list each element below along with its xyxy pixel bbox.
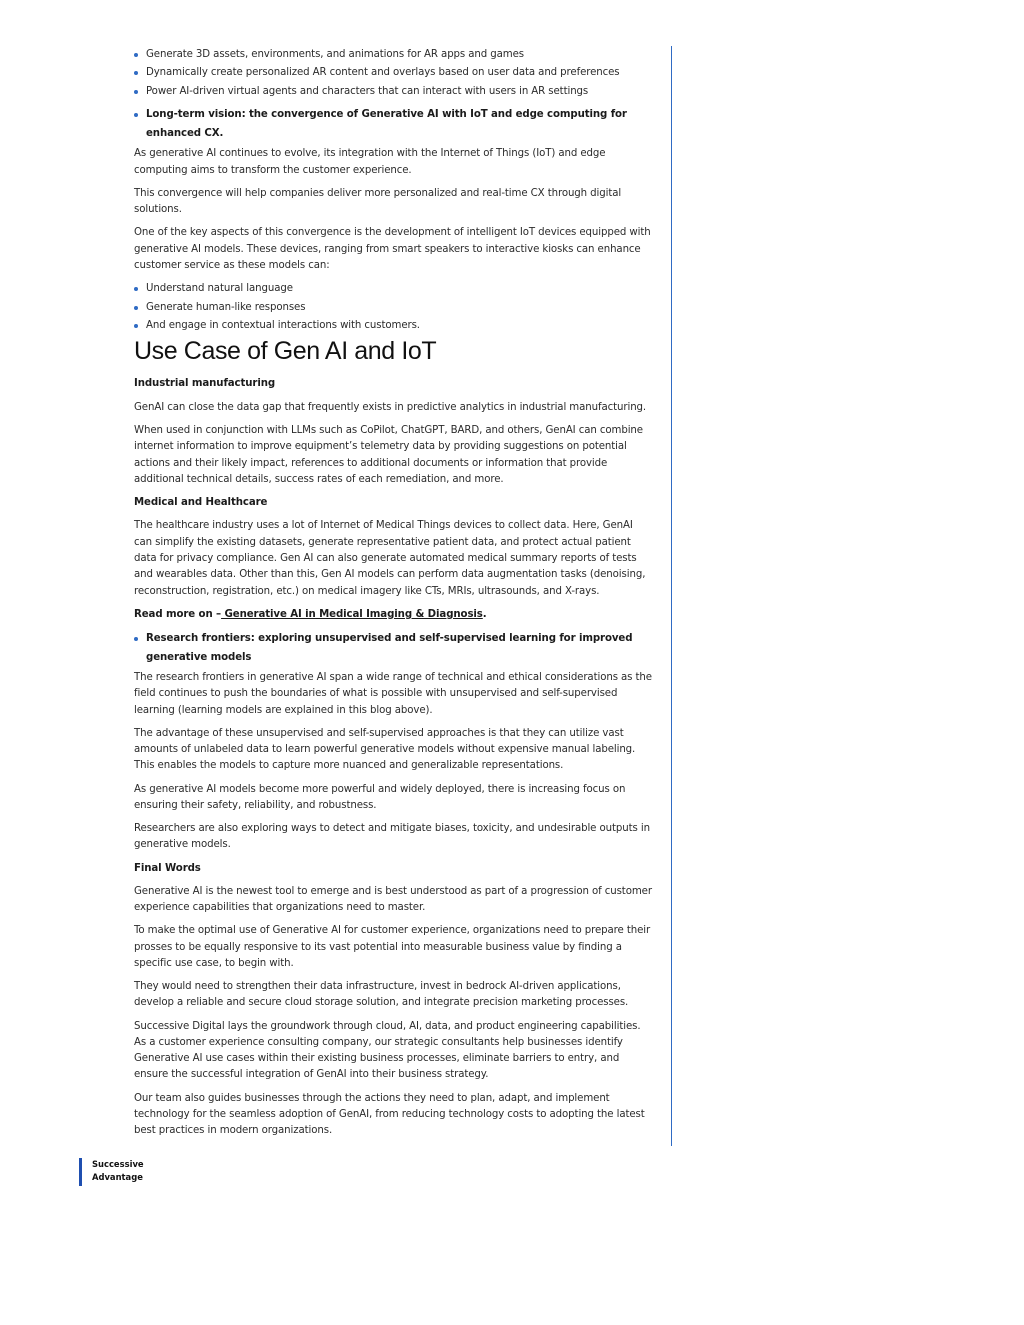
paragraph: The research frontiers in generative AI span a wide range of technical and ethical considerations as the field continues to push the boundaries of what is possible with unsupervised and self-supervised learning (learning models are explained in this blog above). — [134, 672, 652, 716]
paragraph: One of the key aspects of this convergence is the development of intelligent IoT devices equipped with generative AI models. These devices, ranging from smart speakers to interactive kiosks can enhance customer service as these models can: — [134, 227, 651, 271]
list-item: Dynamically create personalized AR content and overlays based on user data and preferences — [134, 65, 652, 81]
list-item-longterm-vision: Long-term vision: the convergence of Generative AI with IoT and edge computing for enhanced CX. — [134, 106, 652, 143]
paragraph: This convergence will help companies deliver more personalized and real-time CX through digital solutions. — [134, 187, 622, 216]
paragraph: Our team also guides businesses through the actions they need to plan, adapt, and implement technology for the seamless adoption of GenAI, from reducing technology costs to adopting the latest best practices in modern organizations. — [134, 1092, 645, 1137]
list-item: Generate 3D assets, environments, and animations for AR apps and games — [134, 47, 652, 63]
paragraph: The advantage of these unsupervised and self-supervised approaches is that they can utilize vast amounts of unlabeled data to learn powerful generative models without expensive manual labeling. This enables the models to capture more nuanced and generalizable representations. — [134, 727, 636, 772]
paragraph: As generative AI models become more powerful and widely deployed, there is increasing focus on ensuring their safety, reliability, and robustness. — [134, 783, 626, 811]
footer-brand — [79, 1158, 144, 1186]
list-item: And engage in contextual interactions with customers. — [134, 318, 652, 334]
paragraph: Researchers are also exploring ways to detect and mitigate biases, toxicity, and undesirable outputs in generative models. — [134, 823, 650, 851]
paragraph: To make the optimal use of Generative AI for customer experience, organizations need to prepare their prosses to be equally responsive to its vast potential into measurable business value by finding a specific use case, to begin with. — [134, 925, 651, 969]
list-item: Generate human-like responses — [134, 300, 652, 316]
paragraph: Generative AI is the newest tool to emerge and is best understood as part of a progression of customer experience capabilities that organizations need to master. — [134, 885, 652, 914]
medical-imaging-link[interactable]: Generative AI in Medical Imaging & Diagnosis — [221, 608, 483, 620]
list-item: Power AI-driven virtual agents and characters that can interact with users in AR settings — [134, 84, 652, 100]
footer-line-1: Successive — [92, 1159, 144, 1169]
list-item-research-frontiers: Research frontiers: exploring unsupervised and self-supervised learning for improved generative models — [134, 630, 652, 667]
paragraph: As generative AI continues to evolve, its integration with the Internet of Things (IoT) and edge computing aims to transform the customer experience. — [134, 148, 606, 176]
subheading-medical: Medical and Healthcare — [134, 497, 268, 509]
research-bullet-list — [134, 630, 652, 667]
paragraph: The healthcare industry uses a lot of Internet of Medical Things devices to collect data. Here, GenAI can simplify the existing datasets, generate representative patient data, and protect actual patient data for privacy compliance. Gen AI can also generate automated medical summary reports of tests and wearables data. Other than this, Gen AI models can perform data augmentation tasks (denoising, reconstruction, registration, etc.) on medical imagery like CTs, MRIs, ultrasounds, and X-rays. — [134, 520, 646, 597]
read-more-suffix: . — [482, 608, 487, 620]
read-more-prefix: Read more on – — [134, 608, 222, 620]
paragraph: They would need to strengthen their data infrastructure, invest in bedrock AI-driven applications, develop a reliable and secure cloud storage solution, and integrate precision marketing processes. — [134, 981, 629, 1009]
subheading-final-words: Final Words — [134, 862, 201, 874]
column-divider-line — [671, 46, 672, 1146]
article-body — [134, 47, 652, 1146]
list-item: Understand natural language — [134, 281, 652, 297]
paragraph: Successive Digital lays the groundwork through cloud, AI, data, and product engineering capabilities. As a customer experience consulting company, our strategic consultants help businesses identify Generative AI use cases within their existing business processes, eliminate barriers to entry, and ensure the successful integration of GenAI into their business strategy. — [134, 1020, 641, 1081]
section-heading: Use Case of Gen AI and IoT — [134, 337, 437, 366]
subheading-industrial: Industrial manufacturing — [134, 378, 276, 390]
paragraph: When used in conjunction with LLMs such as CoPilot, ChatGPT, BARD, and others, GenAI can combine internet information to improve equipment’s telemetry data by providing suggestions on potential actions and their likely impact, references to additional documents or information that provide additional technical details, success rates of each remediation, and more. — [134, 424, 643, 485]
footer-line-2: Advantage — [92, 1172, 143, 1182]
read-more-line — [134, 607, 652, 623]
ar-bullet-list — [134, 47, 652, 143]
paragraph: GenAI can close the data gap that frequently exists in predictive analytics in industrial manufacturing. — [134, 401, 647, 413]
model-capabilities-list — [134, 281, 652, 334]
